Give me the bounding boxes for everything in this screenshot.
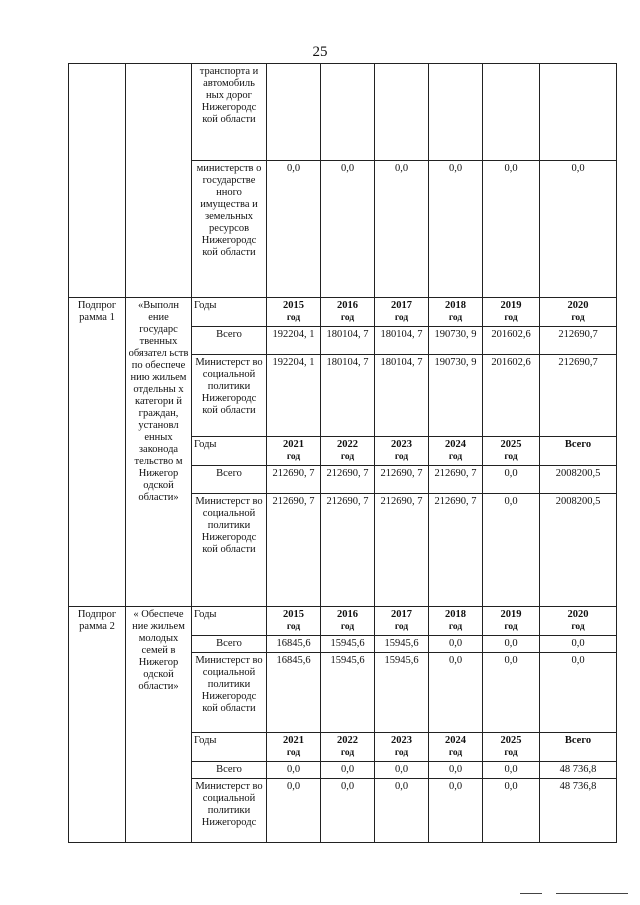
value-cell [483, 64, 540, 161]
value-cell: 212690, 7 [429, 466, 483, 494]
total-header: Всего [540, 733, 617, 762]
org-cell: министерств о государстве нного имущества и земельных ресурсов Нижегородс кой области [192, 161, 267, 298]
value-cell: 16845,6 [267, 653, 321, 733]
years-label: Годы [192, 733, 267, 762]
value-cell: 0,0 [483, 466, 540, 494]
value-cell: 0,0 [267, 161, 321, 298]
empty-cell [126, 64, 192, 298]
program-code: Подпрог рамма 2 [69, 607, 126, 843]
value-cell: 212690, 7 [375, 466, 429, 494]
row-label: Всего [192, 762, 267, 779]
value-cell: 212690, 7 [375, 494, 429, 607]
value-cell: 0,0 [483, 494, 540, 607]
year-header: 2018 год [429, 607, 483, 636]
value-cell: 190730, 9 [429, 355, 483, 437]
value-cell: 0,0 [321, 161, 375, 298]
value-cell: 212690,7 [540, 355, 617, 437]
year-header: 2025 год [483, 437, 540, 466]
funding-table [68, 63, 617, 843]
year-header: 2016 год [321, 607, 375, 636]
year-header: 2018 год [429, 298, 483, 327]
year-header: 2023 год [375, 437, 429, 466]
program-title: « Обеспече ние жильем молодых семей в Нижегор одской области» [126, 607, 192, 843]
value-cell: 0,0 [429, 653, 483, 733]
year-header: 2021 год [267, 733, 321, 762]
value-cell: 0,0 [375, 779, 429, 843]
value-cell: 212690, 7 [267, 494, 321, 607]
footer-rule-right [556, 893, 628, 894]
value-cell: 15945,6 [375, 653, 429, 733]
total-header: Всего [540, 437, 617, 466]
value-cell: 0,0 [267, 779, 321, 843]
value-cell: 48 736,8 [540, 762, 617, 779]
year-header: 2015 год [267, 607, 321, 636]
years-label: Годы [192, 437, 267, 466]
value-cell: 0,0 [540, 653, 617, 733]
value-cell: 192204, 1 [267, 355, 321, 437]
value-cell: 212690, 7 [429, 494, 483, 607]
value-cell: 192204, 1 [267, 327, 321, 355]
value-cell: 0,0 [375, 762, 429, 779]
value-cell: 212690, 7 [321, 494, 375, 607]
value-cell: 0,0 [483, 636, 540, 653]
year-header: 2025 год [483, 733, 540, 762]
years-label: Годы [192, 298, 267, 327]
value-cell: 15945,6 [375, 636, 429, 653]
year-header: 2015 год [267, 298, 321, 327]
value-cell: 2008200,5 [540, 466, 617, 494]
value-cell: 201602,6 [483, 355, 540, 437]
value-cell: 0,0 [540, 161, 617, 298]
value-cell: 180104, 7 [375, 355, 429, 437]
org-cell: транспорта и автомобиль ных дорог Нижегородс кой области [192, 64, 267, 161]
value-cell: 212690, 7 [267, 466, 321, 494]
value-cell: 0,0 [483, 161, 540, 298]
page-number: 25 [312, 44, 328, 60]
value-cell: 0,0 [321, 779, 375, 843]
program-code: Подпрог рамма 1 [69, 298, 126, 607]
row-label: Министерст во социальной политики Нижегородс кой области [192, 653, 267, 733]
value-cell: 0,0 [483, 653, 540, 733]
year-header: 2024 год [429, 437, 483, 466]
year-header: 2017 год [375, 607, 429, 636]
year-header: 2017 год [375, 298, 429, 327]
value-cell: 201602,6 [483, 327, 540, 355]
row-label: Министерст во социальной политики Нижегородс кой области [192, 494, 267, 607]
value-cell: 180104, 7 [321, 327, 375, 355]
table-row [69, 64, 617, 161]
value-cell [267, 64, 321, 161]
value-cell: 180104, 7 [321, 355, 375, 437]
value-cell: 15945,6 [321, 653, 375, 733]
value-cell: 0,0 [429, 762, 483, 779]
row-label: Всего [192, 636, 267, 653]
year-header: 2022 год [321, 733, 375, 762]
value-cell: 0,0 [429, 161, 483, 298]
value-cell [321, 64, 375, 161]
value-cell: 0,0 [429, 636, 483, 653]
value-cell [375, 64, 429, 161]
value-cell: 0,0 [267, 762, 321, 779]
value-cell: 48 736,8 [540, 779, 617, 843]
value-cell: 212690,7 [540, 327, 617, 355]
value-cell: 15945,6 [321, 636, 375, 653]
years-label: Годы [192, 607, 267, 636]
row-label: Министерст во социальной политики Нижегородс [192, 779, 267, 843]
footer-rule-left [520, 893, 542, 894]
value-cell: 212690, 7 [321, 466, 375, 494]
row-label: Всего [192, 327, 267, 355]
years-row [69, 298, 617, 327]
year-header: 2020 год [540, 607, 617, 636]
row-label: Всего [192, 466, 267, 494]
years-row [69, 607, 617, 636]
empty-cell [69, 64, 126, 298]
year-header: 2023 год [375, 733, 429, 762]
value-cell: 0,0 [375, 161, 429, 298]
value-cell: 0,0 [540, 636, 617, 653]
year-header: 2024 год [429, 733, 483, 762]
value-cell [429, 64, 483, 161]
row-label: Министерст во социальной политики Нижегородс кой области [192, 355, 267, 437]
program-title: «Выполн ение государс твенных обязател ьств по обеспече нию жильем отдельны х категори й граждан, установл енных законода тельство м Нижегор одской области» [126, 298, 192, 607]
year-header: 2016 год [321, 298, 375, 327]
value-cell: 180104, 7 [375, 327, 429, 355]
year-header: 2020 год [540, 298, 617, 327]
value-cell: 2008200,5 [540, 494, 617, 607]
value-cell: 0,0 [483, 779, 540, 843]
year-header: 2019 год [483, 298, 540, 327]
value-cell [540, 64, 617, 161]
value-cell: 16845,6 [267, 636, 321, 653]
year-header: 2021 год [267, 437, 321, 466]
value-cell: 190730, 9 [429, 327, 483, 355]
value-cell: 0,0 [483, 762, 540, 779]
table-body [69, 64, 617, 843]
year-header: 2019 год [483, 607, 540, 636]
value-cell: 0,0 [429, 779, 483, 843]
year-header: 2022 год [321, 437, 375, 466]
value-cell: 0,0 [321, 762, 375, 779]
